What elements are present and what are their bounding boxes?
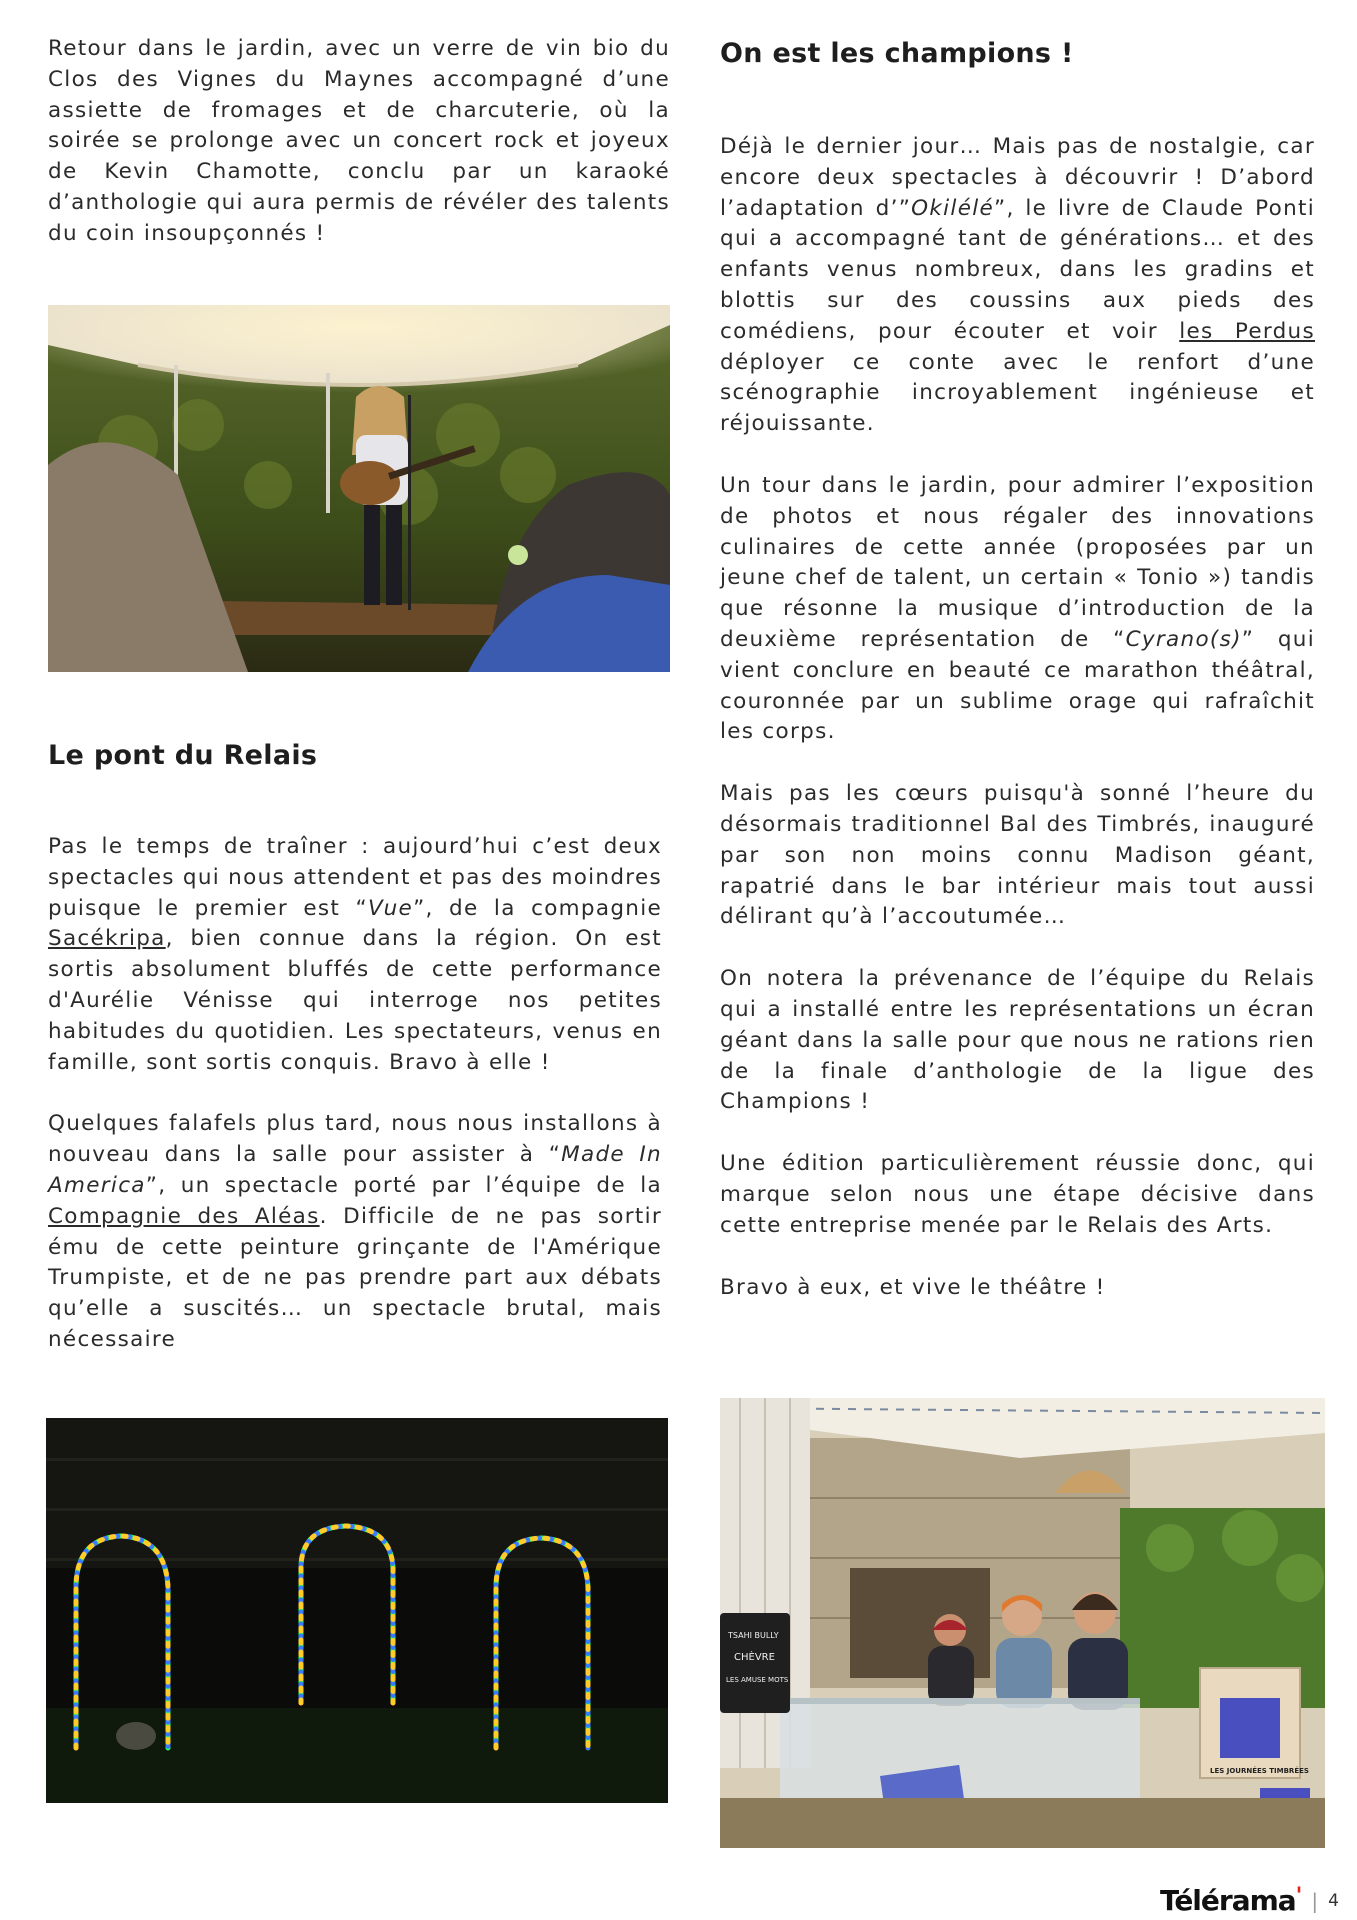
paragraph-cyrano <box>720 471 1315 748</box>
concert-photo <box>48 305 670 672</box>
page-footer <box>1160 1884 1339 1917</box>
text-span: Un tour dans le jardin, pour admirer l’exposition de photos et nous régaler des innovations culinaires de cette année (proposées par un jeune chef de talent, un certain « Tonio ») tandis que résonne la musique d’introduction de la deuxième représentation de “ <box>720 472 1315 652</box>
link-sacekripa[interactable]: Sacékripa <box>48 926 166 952</box>
footer-separator: | <box>1311 1888 1319 1913</box>
left-body <box>48 832 662 1356</box>
paragraph-bal-des-timbres: Mais pas les cœurs puisqu'à sonné l’heure du désormais traditionnel Bal des Timbrés, inauguré par son non moins connu Madison géant, rapatrié dans le bar intérieur mais tout aussi délirant qu’à l’accoutumée… <box>720 781 1315 930</box>
telerama-logo <box>1160 1884 1301 1917</box>
show-title-vue: Vue <box>367 895 414 921</box>
paragraph-bravo: Bravo à eux, et vive le théâtre ! <box>720 1274 1106 1300</box>
text-span: déployer ce conte avec le renfort d’une scénographie incroyablement ingénieuse et réjouissante. <box>720 349 1315 437</box>
logo-text: Télérama <box>1159 1884 1296 1917</box>
paragraph-vue <box>48 832 662 1078</box>
chalkboard-line-3: LES AMUSE MOTS <box>726 1676 789 1684</box>
light-arches-photo <box>46 1418 668 1803</box>
logo-mark: ' <box>1295 1884 1302 1909</box>
section-heading-champions: On est les champions ! <box>720 38 1074 69</box>
paragraph-edition: Une édition particulièrement réussie donc, qui marque selon nous une étape décisive dans cette entreprise menée par le Relais des Arts. <box>720 1151 1315 1238</box>
text-span: ”, le livre de Claude Ponti qui a accompagné tant de générations… et des enfants venus nombreux, dans les gradins et blottis sur des coussins aux pieds des comédiens, pour écouter et voir <box>720 195 1315 344</box>
text-span: ”, de la compagnie <box>413 895 662 921</box>
paragraph-okilele <box>720 132 1315 440</box>
paragraph-ecran-geant: On notera la prévenance de l’équipe du Relais qui a installé entre les représentations un écran géant dans la salle pour que nous ne rations rien de la finale d’anthologie de la ligue des Champions ! <box>720 966 1315 1115</box>
section-heading-left-block <box>48 740 670 771</box>
text-span: ”, un spectacle porté par l’équipe de la <box>145 1172 662 1198</box>
right-body <box>720 132 1315 1303</box>
page-number: 4 <box>1328 1890 1339 1911</box>
intro-paragraph: Retour dans le jardin, avec un verre de vin bio du Clos des Vignes du Maynes accompagné d’une assiette de fromages et de charcuterie, où la soirée se prolonge avec un concert rock et joyeux de Kevin Chamotte, conclu par un karaoké d’anthologie qui aura permis de révéler des talents du coin insoupçonnés ! <box>48 36 670 246</box>
chalkboard-line-1: TSAHI BULLY <box>728 1631 779 1640</box>
text-span: ” qui vient conclure en beauté ce marathon théâtral, couronnée par un sublime orage qui rafraîchit les corps. <box>720 626 1315 745</box>
paragraph-made-in-america <box>48 1109 662 1355</box>
intro-paragraph-block <box>48 34 670 250</box>
link-compagnie-des-aleas[interactable]: Compagnie des Aléas <box>48 1203 320 1229</box>
section-heading-pont-du-relais: Le pont du Relais <box>48 740 318 771</box>
show-title-cyrano: Cyrano(s) <box>1125 626 1242 652</box>
box-poster-text: LES JOURNÉES TIMBRÉES <box>1210 1767 1309 1775</box>
text-span: Déjà le dernier jour… Mais pas de nostalgie, car encore deux spectacles à découvrir ! D’abord l’adaptation d’” <box>720 134 1315 221</box>
chalkboard-line-2: CHÈVRE <box>734 1652 775 1663</box>
section-heading-right-block <box>720 38 1315 69</box>
terrace-photo <box>720 1398 1325 1848</box>
link-les-perdus[interactable]: les Perdus <box>1179 318 1315 344</box>
text-span: . Difficile de ne pas sortir ému de cette peinture grinçante de l'Amérique Trumpiste, et de ne pas prendre part aux débats qu’elle a suscités… un spectacle brutal, mais nécessaire <box>48 1203 663 1352</box>
text-span: Quelques falafels plus tard, nous nous installons à nouveau dans la salle pour assister à “ <box>48 1111 662 1168</box>
show-title-okilele: Okilélé <box>911 195 995 221</box>
show-title-made-in-america: Made In America <box>48 1142 662 1198</box>
text-span: Pas le temps de traîner : aujourd’hui c’est deux spectacles qui nous attendent et pas des moindres puisque le premier est “ <box>48 834 662 921</box>
text-span: , bien connue dans la région. On est sortis absolument bluffés de cette performance d'Aurélie Vénisse qui interroge nos petites habitudes du quotidien. Les spectateurs, venus en famille, sont sortis conquis. Bravo à elle ! <box>48 926 662 1075</box>
